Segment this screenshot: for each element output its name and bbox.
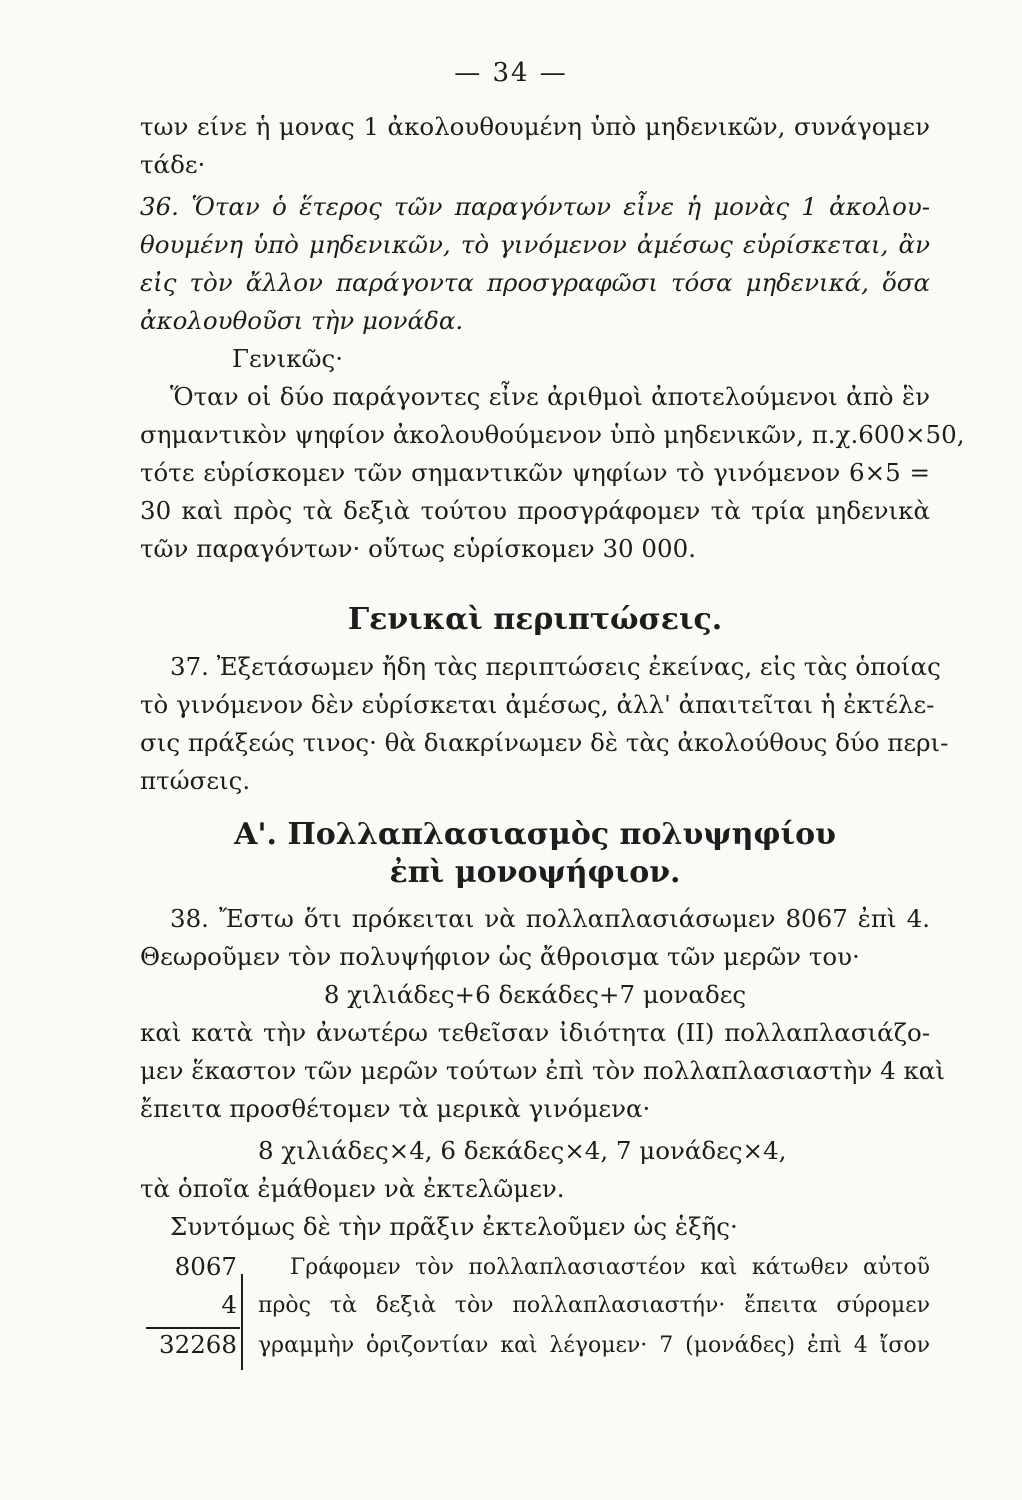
text-line: Συντόμως δὲ τὴν πρᾶξιν ἐκτελοῦμεν ὡς ἑξῆς· — [170, 1212, 738, 1241]
calculation-divider — [241, 1274, 243, 1370]
text-line: Θεωροῦμεν τὸν πολυψήφιον ὡς ἄθροισμα τῶν μερῶν του· — [140, 942, 860, 971]
text-line: 30 καὶ πρὸς τὰ δεξιὰ τούτου προσγράφομεν τὰ τρία μηδενικὰ — [140, 496, 930, 525]
multiplicand: 8067 — [174, 1252, 237, 1281]
text-line: τάδε· — [140, 150, 206, 179]
text-line: ἀκολουθοῦσι τὴν μονάδα. — [140, 306, 464, 335]
text-line: τῶν παραγόντων· οὕτως εὑρίσκομεν 30 000. — [140, 534, 696, 563]
subsection-heading: ἐπὶ μονοψήφιον. — [389, 855, 681, 890]
page-number: — 34 — — [454, 58, 568, 88]
text-line: σημαντικὸν ψηφίον ἀκολουθούμενον ὑπὸ μηδενικῶν, π.χ.600×50, — [140, 420, 965, 449]
text-line: εἰς τὸν ἄλλον παράγοντα προσγραφῶσι τόσα μηδενικά, ὅσα — [140, 268, 930, 297]
formula-line: 8 χιλιάδες×4, 6 δεκάδες×4, 7 μονάδες×4, — [258, 1136, 787, 1165]
text-line: 36. Ὅταν ὁ ἕτερος τῶν παραγόντων εἶνε ἡ μονὰς 1 ἀκολου- — [140, 192, 930, 221]
text-line: μεν ἕκαστον τῶν μερῶν τούτων ἐπὶ τὸν πολλαπλασιαστὴν 4 καὶ — [140, 1056, 945, 1085]
text-line: τὸ γινόμενον δὲν εὑρίσκεται ἀμέσως, ἀλλ' ἀπαιτεῖται ἡ ἐκτέλε- — [140, 690, 935, 719]
text-line: καὶ κατὰ τὴν ἀνωτέρω τεθεῖσαν ἰδιότητα (ΙΙ) πολλαπλασιάζο- — [140, 1018, 930, 1047]
section-heading: Γενικαὶ περιπτώσεις. — [347, 602, 723, 637]
explanation-line: πρὸς τὰ δεξιὰ τὸν πολλαπλασιαστήν· ἔπειτα σύρομεν — [258, 1293, 930, 1318]
text-line: 37. Ἐξετάσωμεν ἤδη τὰς περιπτώσεις ἐκείνας, εἰς τὰς ὁποίας — [170, 652, 941, 681]
text-line: τότε εὑρίσκομεν τῶν σημαντικῶν ψηφίων τὸ γινόμενον 6×5 = — [140, 458, 930, 487]
text-line: τὰ ὁποῖα ἐμάθομεν νὰ ἐκτελῶμεν. — [140, 1174, 565, 1203]
text-line: ἔπειτα προσθέτομεν τὰ μερικὰ γινόμενα· — [140, 1094, 651, 1123]
text-line: των είνε ἡ μονας 1 ἀκολουθουμένη ὑπὸ μηδενικῶν, συνάγομεν — [140, 112, 930, 141]
explanation-line: Γράφομεν τὸν πολλαπλασιαστέον καὶ κάτωθεν αὐτοῦ — [290, 1255, 930, 1280]
text-line: σις πράξεώς τινος· θὰ διακρίνωμεν δὲ τὰς ἀκολούθους δύο περι- — [140, 728, 949, 757]
text-line: 38. Ἔστω ὅτι πρόκειται νὰ πολλαπλασιάσωμεν 8067 ἐπὶ 4. — [170, 904, 930, 933]
formula-line: 8 χιλιάδες+6 δεκάδες+7 μοναδες — [323, 980, 747, 1009]
text-line: πτώσεις. — [140, 766, 251, 795]
explanation-line: γραμμὴν ὁριζοντίαν καὶ λέγομεν· 7 (μονάδες) ἐπὶ 4 ἴσον — [258, 1333, 930, 1358]
product: 32268 — [159, 1330, 237, 1359]
subsection-heading: Α'. Πολλαπλασιασμὸς πολυψηφίου — [234, 817, 836, 852]
multiplier: 4 — [221, 1290, 237, 1319]
text-line: Ὅταν οἱ δύο παράγοντες εἶνε ἀριθμοὶ ἀποτελούμενοι ἀπὸ ἓν — [170, 382, 930, 411]
text-line: Γενικῶς· — [232, 344, 343, 373]
text-line: θουμένη ὑπὸ μηδενικῶν, τὸ γινόμενον ἀμέσως εὑρίσκεται, ἂν — [140, 230, 930, 259]
